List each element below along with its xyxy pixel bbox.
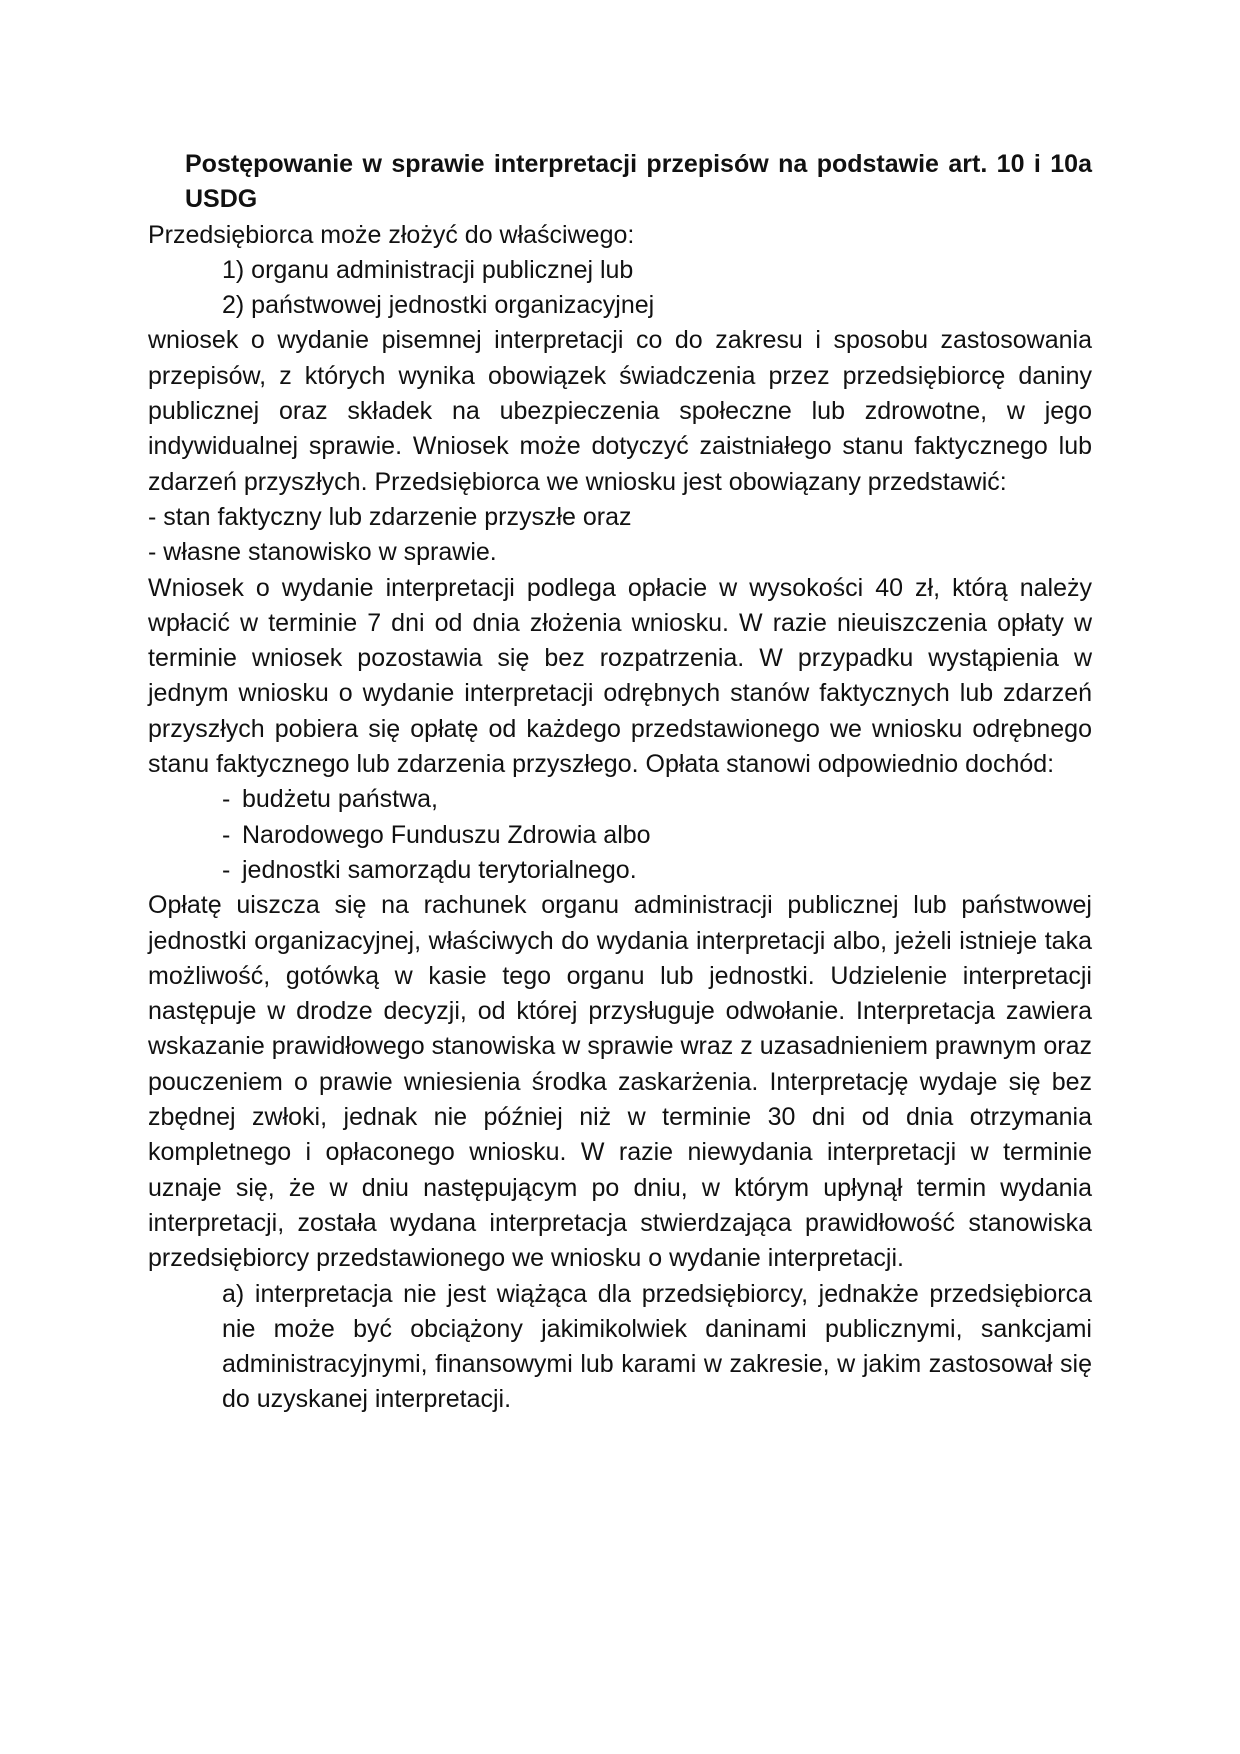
organ-item-1: 1) organu administracji publicznej lub [222, 255, 634, 284]
paragraph-payment: Opłatę uiszcza się na rachunek organu administracji publicznej lub państwowej jednostki organizacyjnej, właściwych do wydania interpretacji albo, jeżeli istnieje taka możliwość, gotówką w kasie tego organu lub jednostki. Udzielenie interpretacji następuje w drodze decyzji, od której przysługuje odwołanie. Interpretacja zawiera wskazanie prawidłowego stanowiska w sprawie wraz z uzasadnieniem prawnym oraz pouczeniem o prawie wniesienia środka zaskarżenia. Interpretację wydaje się bez zbędnej zwłoki, jednak nie później niż w terminie 30 dni od dnia otrzymania kompletnego i opłaconego wniosku. W razie niewydania interpretacji w terminie uznaje się, że w dniu następującym po dniu, w którym upłynął termin wydania interpretacji, została wydana interpretacja stwierdzająca prawidłowość stanowiska przedsiębiorcy przedstawionego we wniosku o wydanie interpretacji. [148, 891, 1092, 1273]
paragraph-application: wniosek o wydanie pisemnej interpretacji co do zakresu i sposobu zastosowania przepisów, z których wynika obowiązek świadczenia przez przedsiębiorcę daniny publicznej oraz składek na ubezpieczenia społeczne lub zdrowotne, w jego indywidualnej sprawie. Wniosek może dotyczyć zaistniałego stanu faktycznego lub zdarzeń przyszłych. Przedsiębiorca we wniosku jest obowiązany przedstawić: [148, 326, 1092, 496]
income-item-3: - jednostki samorządu terytorialnego. [222, 853, 1092, 888]
organ-list [148, 253, 1092, 324]
organ-item-2: 2) państwowej jednostki organizacyjnej [222, 291, 655, 320]
paragraph-fee: Wniosek o wydanie interpretacji podlega opłacie w wysokości 40 zł, którą należy wpłacić w terminie 7 dni od dnia złożenia wniosku. W razie nieuiszczenia opłaty w terminie wniosek pozostawia się bez rozpatrzenia. W przypadku wystąpienia w jednym wniosku o wydanie interpretacji odrębnych stanów faktycznych lub zdarzeń przyszłych pobiera się opłatę od każdego przedstawionego we wniosku odrębnego stanu faktycznego lub zdarzenia przyszłego. Opłata stanowi odpowiednio dochód: [148, 573, 1092, 779]
requirements-list [148, 500, 1092, 571]
lettered-list [148, 1277, 1092, 1418]
income-item-2: - Narodowego Funduszu Zdrowia albo [222, 818, 1092, 853]
document-body [148, 147, 1092, 1418]
intro-paragraph: Przedsiębiorca może złożyć do właściwego: [148, 220, 635, 249]
income-item-1: - budżetu państwa, [222, 782, 1092, 817]
point-a: a) interpretacja nie jest wiążąca dla przedsiębiorcy, jednakże przedsiębiorca nie może być obciążony jakimikolwiek daninami publicznymi, sankcjami administracyjnymi, finansowymi lub karami w zakresie, w jakim zastosował się do uzyskanej interpretacji. [222, 1279, 1092, 1414]
requirement-item-2: - własne stanowisko w sprawie. [148, 538, 497, 567]
income-list [148, 782, 1092, 888]
document-title: Postępowanie w sprawie interpretacji przepisów na podstawie art. 10 i 10a USDG [185, 150, 1092, 214]
requirement-item-1: - stan faktyczny lub zdarzenie przyszłe oraz [148, 502, 632, 531]
